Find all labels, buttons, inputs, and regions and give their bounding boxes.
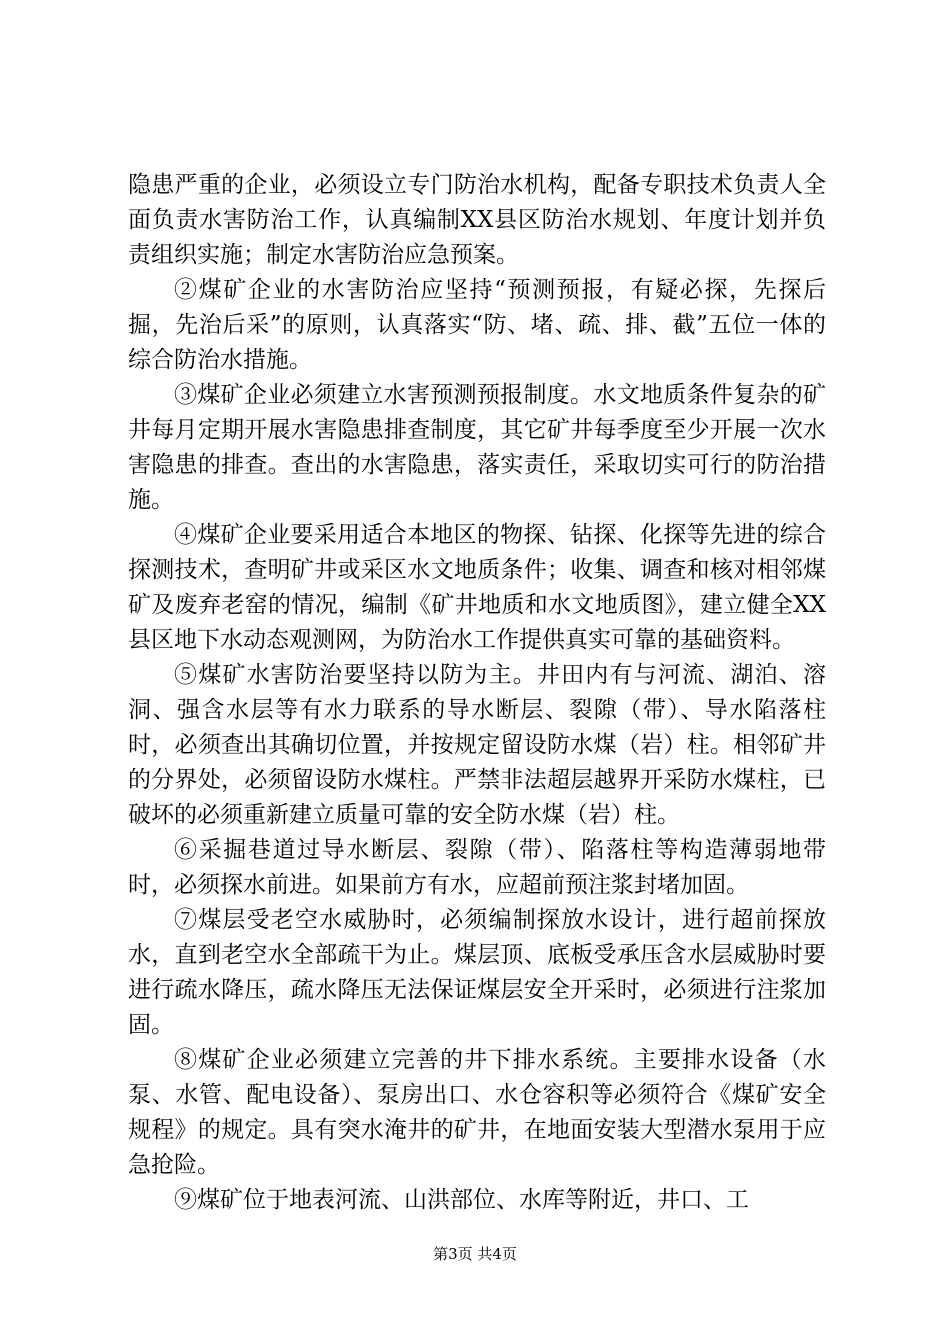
paragraph-item-4: ④煤矿企业要采用适合本地区的物探、钻探、化探等先进的综合探测技术，查明矿井或采区水文地质条件；收集、调查和核对相邻煤矿及废弃老窑的情况，编制《矿井地质和水文地质图》，建立健全XX县区地下水动态观测网，为防治水工作提供真实可靠的基础资料。: [128, 522, 826, 653]
paragraph-item-7: ⑦煤层受老空水威胁时，必须编制探放水设计，进行超前探放水，直到老空水全部疏干为止。煤层顶、底板受承压含水层威胁时要进行疏水降压，疏水降压无法保证煤层安全开采时，必须进行注浆加固。: [128, 907, 826, 1038]
page-footer: [0, 1243, 950, 1264]
paragraph-item-8: ⑧煤矿企业必须建立完善的井下排水系统。主要排水设备（水泵、水管、配电设备）、泵房出口、水仓容积等必须符合《煤矿安全规程》的规定。具有突水淹井的矿井，在地面安装大型潜水泵用于应急抢险。: [128, 1047, 826, 1178]
paragraph-item-2: ②煤矿企业的水害防治应坚持“预测预报，有疑必探，先探后掘，先治后采”的原则，认真落实“防、堵、疏、排、截”五位一体的综合防治水措施。: [128, 277, 826, 373]
paragraph-item-6: ⑥采掘巷道过导水断层、裂隙（带）、陷落柱等构造薄弱地带时，必须探水前进。如果前方有水，应超前预注浆封堵加固。: [128, 837, 826, 898]
paragraph-item-3: ③煤矿企业必须建立水害预测预报制度。水文地质条件复杂的矿井每月定期开展水害隐患排查制度，其它矿井每季度至少开展一次水害隐患的排查。查出的水害隐患，落实责任，采取切实可行的防治措施。: [128, 382, 826, 513]
page-number-label: 第3页 共4页: [433, 1245, 517, 1263]
document-body: [128, 168, 826, 1218]
paragraph-continuation: 隐患严重的企业，必须设立专门防治水机构，配备专职技术负责人全面负责水害防治工作，认真编制XX县区防治水规划、年度计划并负责组织实施；制定水害防治应急预案。: [128, 172, 826, 268]
paragraph-item-5: ⑤煤矿水害防治要坚持以防为主。井田内有与河流、湖泊、溶洞、强含水层等有水力联系的导水断层、裂隙（带）、导水陷落柱时，必须查出其确切位置，并按规定留设防水煤（岩）柱。相邻矿井的分界处，必须留设防水煤柱。严禁非法超层越界开采防水煤柱，已破坏的必须重新建立质量可靠的安全防水煤（岩）柱。: [128, 662, 826, 828]
paragraph-item-9: ⑨煤矿位于地表河流、山洪部位、水库等附近，井口、工: [174, 1187, 749, 1213]
